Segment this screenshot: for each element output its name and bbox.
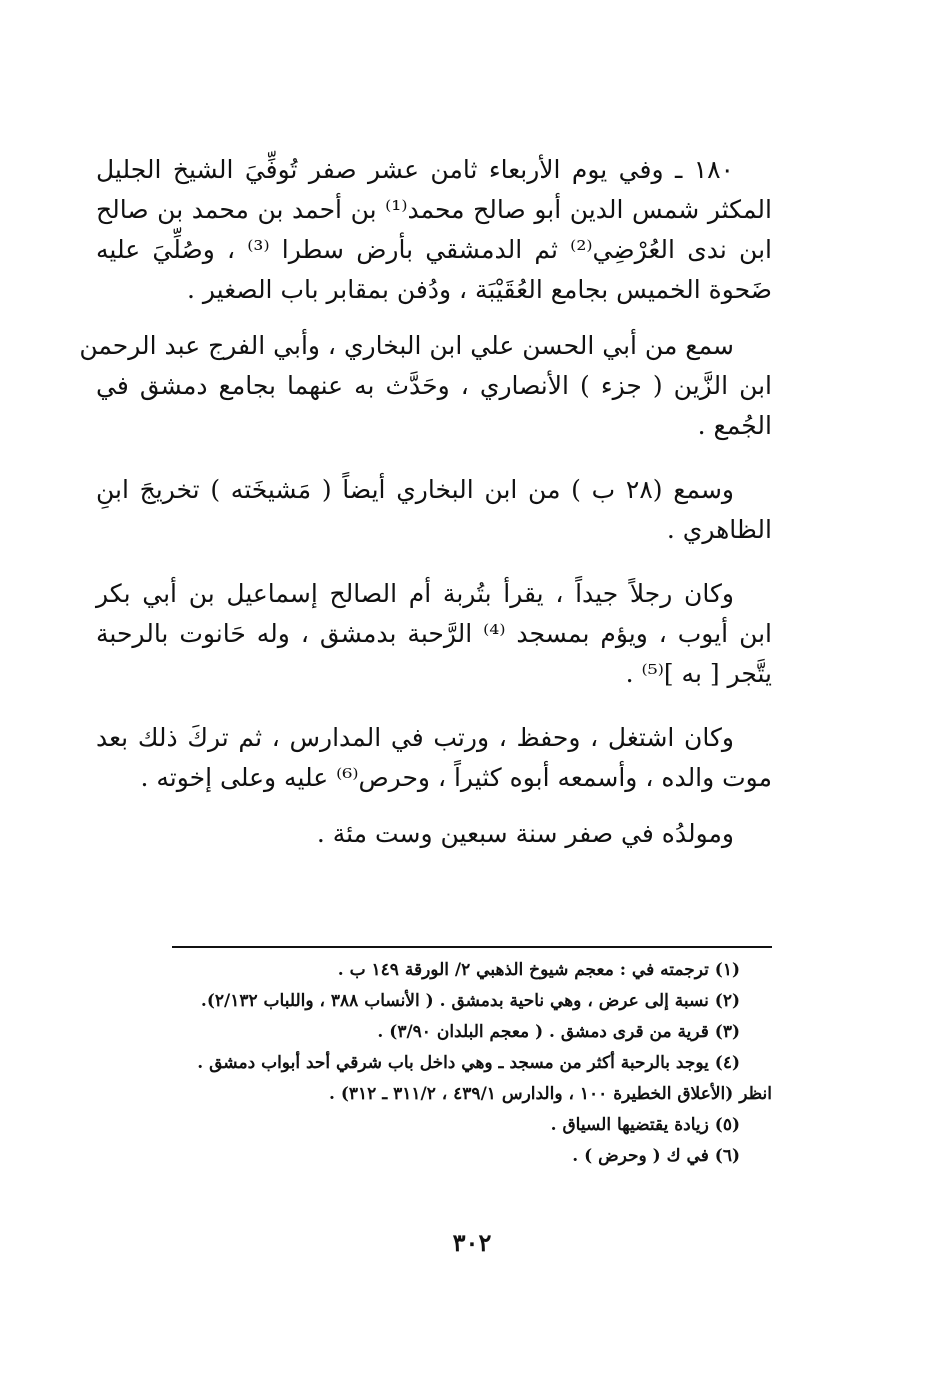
footnote: (١) ترجمته في : معجم شيوخ الذهبي ٢/ الورقة ١٤٩ ب . bbox=[337, 960, 740, 980]
text-line: سمع من أبي الحسن علي ابن البخاري ، وأبي الفرج عبد الرحمن bbox=[79, 331, 734, 360]
footnote: (٤) يوجد بالرحبة أكثر من مسجد ـ وهي داخل باب شرقي أحد أبواب دمشق . bbox=[197, 1053, 740, 1073]
paragraph-birth bbox=[96, 814, 772, 854]
text-line: ١٨٠ ـ وفي يوم الأربعاء ثامن عشر صفر تُوفِّيَ الشيخ الجليل bbox=[96, 155, 734, 184]
footnote-divider bbox=[172, 946, 772, 948]
paragraph-mashyakha bbox=[96, 470, 772, 550]
footnote: (٣) قرية من قرى دمشق . ( معجم البلدان ٣/٩٠) . bbox=[377, 1022, 740, 1042]
paragraph-heard-from bbox=[79, 326, 772, 446]
footnote: (٢) نسبة إلى عرض ، وهي ناحية بدمشق . ( الأنساب ٣٨٨ ، واللباب ٢/١٣٢). bbox=[200, 991, 740, 1011]
footnotes bbox=[96, 955, 772, 1172]
text-line: ومولدُه في صفر سنة سبعين وست مئة . bbox=[316, 819, 734, 848]
text-line: ابن الزَّين ( جزء ) الأنصاري ، وحَدَّث به عنهما بجامع دمشق في bbox=[96, 371, 772, 400]
text-line: ضَحوة الخميس بجامع العُقَيْبَة ، ودُفن بمقابر باب الصغير . bbox=[186, 275, 772, 304]
page-number: ٣٠٢ bbox=[452, 1228, 492, 1257]
paragraph-entry-180 bbox=[96, 150, 772, 310]
text-line: وسمع (٢٨ ب ) من ابن البخاري أيضاً ( مَشيخَته ) تخريجَ ابنِ bbox=[96, 475, 734, 504]
footnote-continuation: انظر (الأعلاق الخطيرة ١٠٠ ، والدارس ٤٣٩/١ ، ٣١١/٢ ـ ٣١٢) . bbox=[328, 1084, 772, 1104]
text-line: الظاهري . bbox=[666, 515, 772, 544]
footnote: (٥) زيادة يقتضيها السياق . bbox=[550, 1115, 740, 1135]
text-line: الجُمع . bbox=[697, 411, 772, 440]
text-line: موت والده ، وأسمعه أبوه كثيراً ، وحرص⁽⁶⁾ عليه وعلى إخوته . bbox=[140, 763, 772, 792]
text-line: وكان رجلاً جيداً ، يقرأ بتُربة أم الصالح إسماعيل بن أبي بكر bbox=[96, 579, 734, 608]
main-text bbox=[79, 150, 773, 854]
paragraph-studies bbox=[96, 718, 772, 798]
text-line: ابن أيوب ، ويؤم بمسجد ⁽⁴⁾ الرَّحبة بدمشق ، وله حَانوت بالرحبة bbox=[96, 619, 773, 648]
text-line: المكثر شمس الدين أبو صالح محمد⁽¹⁾ بن أحمد بن محمد بن صالح bbox=[96, 195, 772, 224]
text-line: يتَّجر [ به ]⁽⁵⁾ . bbox=[625, 659, 772, 688]
text-line: وكان اشتغل ، وحفظ ، ورتب في المدارس ، ثم تركَ ذلك بعد bbox=[96, 723, 734, 752]
text-line: ابن ندى العُرْضِي⁽²⁾ ثم الدمشقي بأرض سطرا ⁽³⁾ ، وصُلِّيَ عليه bbox=[96, 235, 772, 264]
footnote: (٦) في ك ( وحرض ) . bbox=[572, 1146, 740, 1166]
paragraph-character bbox=[96, 574, 772, 694]
